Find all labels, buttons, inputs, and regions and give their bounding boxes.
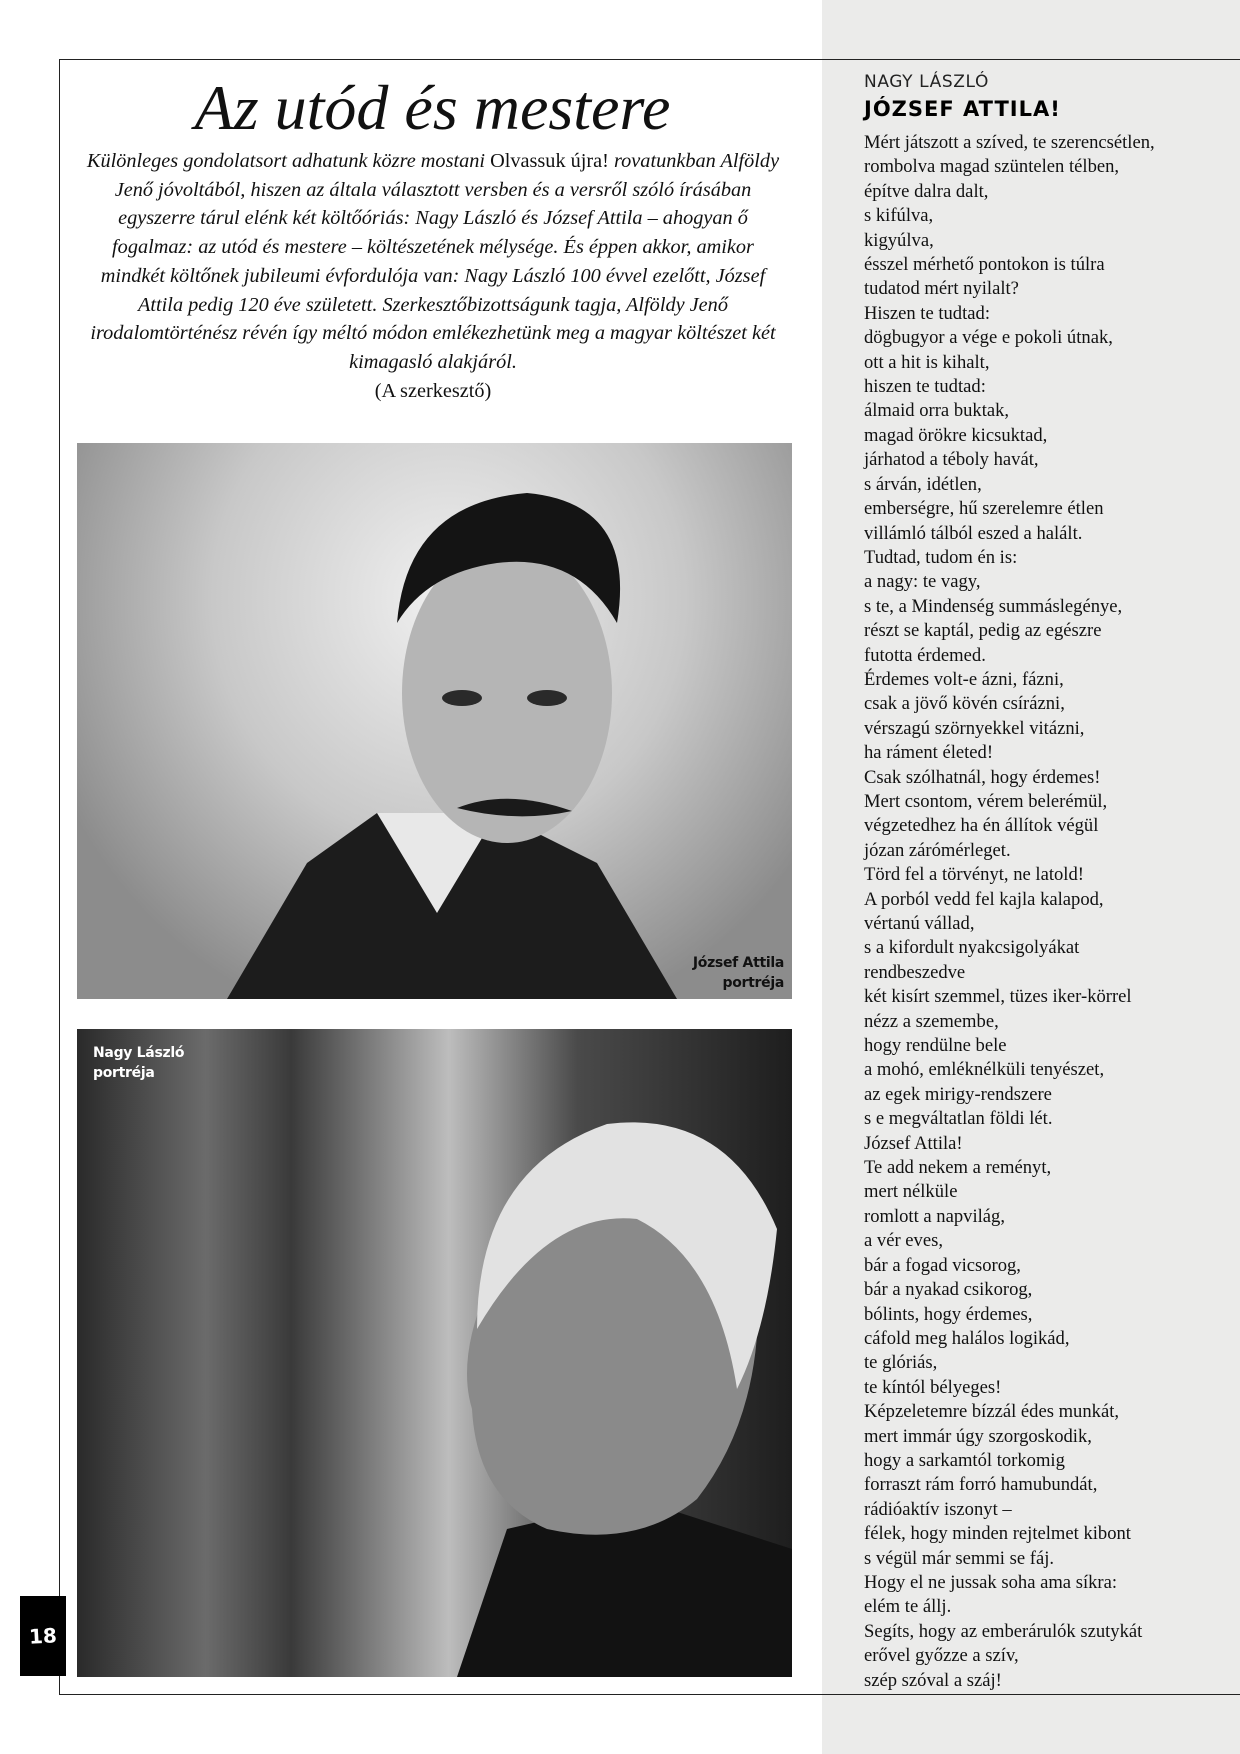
- poem-line: bár a fogad vicsorog,: [864, 1254, 1021, 1276]
- caption-jozsef-attila-line1: József Attila: [692, 955, 784, 971]
- poem-line: s kifúlva,: [864, 205, 934, 227]
- caption-nagy-laszlo-line1: Nagy László: [93, 1045, 185, 1061]
- poem-line: tudatod mért nyilalt?: [864, 278, 1019, 300]
- poem-line: emberségre, hű szerelemre étlen: [864, 498, 1104, 520]
- poem-line: kigyúlva,: [864, 229, 934, 251]
- poem-line: erővel győzze a szív,: [864, 1645, 1019, 1667]
- poem-line: ésszel mérhető pontokon is túlra: [864, 254, 1105, 276]
- intro-text-start: Különleges gondolatsort adhatunk közre mostani: [86, 150, 491, 172]
- portrait-nagy-laszlo: [77, 1029, 792, 1677]
- poem-line: Törd fel a törvényt, ne latold!: [864, 864, 1084, 886]
- poem-line: Tudtad, tudom én is:: [864, 546, 1018, 568]
- poem-line: te glóriás,: [864, 1352, 938, 1374]
- poem-line: mert nélküle: [864, 1181, 958, 1203]
- poem-line: álmaid orra buktak,: [864, 400, 1010, 422]
- poem-line: Hogy el ne jussak soha ama síkra:: [864, 1571, 1118, 1593]
- poem-line: két kisírt szemmel, tüzes iker-körrel: [864, 986, 1132, 1008]
- poem-line: rendbeszedve: [864, 961, 966, 983]
- poem-line: félek, hogy minden rejtelmet kibont: [864, 1523, 1131, 1545]
- caption-jozsef-attila-line2: portréja: [722, 975, 784, 991]
- poem-line: József Attila!: [864, 1132, 963, 1154]
- poem-line: Mért játszott a szíved, te szerencsétlen,: [864, 132, 1155, 153]
- intro-column-name: Olvassuk újra!: [490, 150, 609, 172]
- poem-line: ha ráment életed!: [864, 742, 994, 764]
- poem-line: romlott a napvilág,: [864, 1205, 1005, 1227]
- poem-line: járhatod a téboly havát,: [864, 449, 1039, 471]
- poem-line: vértanú vállad,: [864, 913, 975, 934]
- poem-line: józan zárómérleget.: [864, 839, 1011, 861]
- poem-line: magad örökre kicsuktad,: [864, 424, 1048, 446]
- poem-line: szép szóval a száj!: [864, 1669, 1002, 1691]
- poem-line: s e megváltatlan földi lét.: [864, 1108, 1053, 1130]
- poem-line: bólints, hogy érdemes,: [864, 1303, 1033, 1325]
- poem-line: Képzeletemre bízzál édes munkát,: [864, 1401, 1120, 1423]
- poem-author: NAGY LÁSZLÓ: [864, 72, 989, 92]
- poem-line: forraszt rám forró hamubundát,: [864, 1474, 1098, 1496]
- poem-line: Hiszen te tudtad:: [864, 302, 990, 324]
- poem-line: Csak szólhatnál, hogy érdemes!: [864, 766, 1101, 788]
- poem-line: csak a jövő kövén csírázni,: [864, 693, 1065, 715]
- intro-text-end: rovatunkban Alföldy Jenő jóvoltából, hiszen az általa választott versben és a versről szóló írásában egyszerre tárul elénk két költőóriás: Nagy László és József Attila – ahogyan ő fogalmaz: az utód és mestere – költészetének mélysége. És éppen akkor, amikor mindkét költőnek jubileumi évfordulója van: Nagy László 100 évvel ezelőtt, József Attila pedig 120 éve született. Szerkesztőbizottságunk tagja, Alföldy Jenő irodalomtörténész révén így méltó módon emlékezhetünk meg a magyar költészet két kimagasló alakjáról.: [90, 150, 780, 373]
- portrait-jozsef-attila: [77, 443, 792, 999]
- poem-line: Érdemes volt-e ázni, fázni,: [864, 668, 1064, 690]
- article-title: Az utód és mestere: [194, 72, 671, 143]
- editor-signature: (A szerkesztő): [374, 379, 492, 402]
- poem-title: JÓZSEF ATTILA!: [864, 97, 1061, 121]
- poem-line: rádióaktív iszonyt –: [864, 1498, 1012, 1520]
- poem-line: te kíntól bélyeges!: [864, 1376, 1002, 1398]
- caption-nagy-laszlo: [93, 1043, 243, 1083]
- poem-line: s árván, idétlen,: [864, 473, 982, 495]
- poem-line: az egek mirigy-rendszere: [864, 1083, 1052, 1105]
- poem-line: s végül már semmi se fáj.: [864, 1547, 1055, 1569]
- poem-line: bár a nyakad csikorog,: [864, 1279, 1033, 1301]
- poem-line: s te, a Mindenség summáslegénye,: [864, 595, 1123, 617]
- poem-line: részt se kaptál, pedig az egészre: [864, 620, 1102, 642]
- poem-line: elém te állj.: [864, 1596, 952, 1618]
- caption-nagy-laszlo-line2: portréja: [93, 1065, 155, 1081]
- poem-line: rombolva magad szüntelen télben,: [864, 156, 1120, 178]
- poem-line: dögbugyor a vége e pokoli útnak,: [864, 327, 1113, 349]
- poem-line: hogy rendülne bele: [864, 1035, 1007, 1057]
- poem-line: cáfold meg halálos logikád,: [864, 1327, 1070, 1349]
- poem-line: mert immár úgy szorgoskodik,: [864, 1425, 1092, 1447]
- poem-line: villámló tálból eszed a halált.: [864, 522, 1083, 544]
- poem-line: nézz a szemembe,: [864, 1010, 999, 1032]
- poem-body: [864, 131, 1224, 1693]
- poem-line: hogy a sarkamtól torkomig: [864, 1449, 1065, 1471]
- poem-line: a nagy: te vagy,: [864, 571, 981, 593]
- poem-line: Segíts, hogy az emberárulók szutykát: [864, 1620, 1143, 1642]
- page-number-tab: [20, 1596, 66, 1676]
- caption-jozsef-attila: [634, 953, 784, 993]
- poem-line: Mert csontom, vérem belerémül,: [864, 790, 1108, 812]
- poem-line: ott a hit is kihalt,: [864, 351, 990, 373]
- portrait-jozsef-attila-illustration: [77, 443, 792, 999]
- poem-line: a vér eves,: [864, 1230, 943, 1252]
- poem-line: s a kifordult nyakcsigolyákat: [864, 937, 1080, 959]
- poem-line: vérszagú szörnyekkel vitázni,: [864, 717, 1085, 739]
- page-number: 18: [28, 1623, 58, 1649]
- poem-line: a mohó, emléknélküli tenyészet,: [864, 1059, 1105, 1081]
- poem-line: A porból vedd fel kajla kalapod,: [864, 888, 1104, 910]
- poem-line: Te add nekem a reményt,: [864, 1157, 1052, 1179]
- poem-line: hiszen te tudtad:: [864, 376, 986, 398]
- poem-line: futotta érdemed.: [864, 644, 986, 666]
- poem-line: építve dalra dalt,: [864, 180, 989, 202]
- article-intro: [78, 147, 788, 405]
- poem-line: végzetedhez ha én állítok végül: [864, 815, 1099, 837]
- portrait-nagy-laszlo-illustration: [77, 1029, 792, 1677]
